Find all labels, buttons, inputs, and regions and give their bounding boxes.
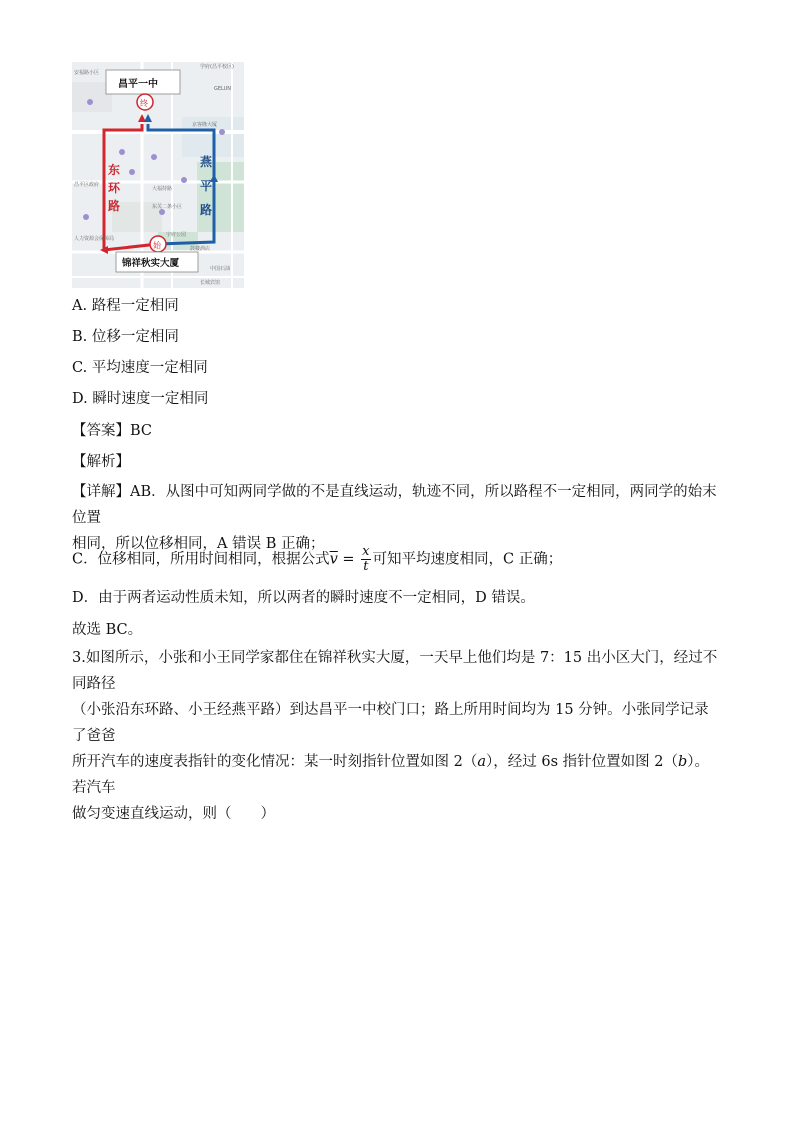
poi-label: 京客隆大厦 xyxy=(192,122,218,128)
formula-eq: = xyxy=(337,551,360,568)
option-a: A. 路程一定相同 xyxy=(72,298,179,314)
q3-line-3c: ）。若汽车 xyxy=(72,754,710,796)
q3-line-4: 做匀变速直线运动，则（ ） xyxy=(72,806,275,822)
answer-tag: 【答案】 xyxy=(72,423,130,439)
poi-label: GELUN xyxy=(214,86,231,92)
option-d: D. 瞬时速度一定相同 xyxy=(72,391,209,407)
poi-label: 学府(昌平校区) xyxy=(200,64,234,70)
road-label-yan-1: 燕 xyxy=(200,155,213,169)
question-3 xyxy=(72,645,722,827)
q3-line-1: 3.如图所示，小张和小王同学家都住在锦祥秋实大厦，一天早上他们均是 7：15 出小区大门，经过不同路径 xyxy=(72,650,718,692)
q3-line-3b: ），经过 6s 指针位置如图 2（ xyxy=(486,754,678,770)
option-c: C. 平均速度一定相同 xyxy=(72,360,208,376)
poi-label: 中国石油 xyxy=(210,266,231,272)
option-b: B. 位移一定相同 xyxy=(72,329,179,345)
detail-d-text: D．由于两者运动性质未知，所以两者的瞬时速度不一定相同，D 错误。 xyxy=(72,590,535,606)
detail-ab-text: AB．从图中可知两同学做的不是直线运动，轨迹不同，所以路程不一定相同，两同学的始末位置 xyxy=(72,484,717,526)
detail-c-text-1: C．位移相同，所用时间相同，根据公式 xyxy=(72,551,330,568)
road-label-east-2: 环 xyxy=(108,181,121,195)
dest-label: 昌平一中 xyxy=(118,79,158,90)
poi-label: 安福路小区 xyxy=(74,70,100,76)
poi-label: 鼓楼酒店 xyxy=(190,246,211,252)
start-marker-label: 始 xyxy=(153,241,161,250)
detail-c-text-2: 可知平均速度相同，C 正确； xyxy=(372,551,563,568)
end-marker-label: 终 xyxy=(140,99,148,108)
detail-conclusion: 故选 BC。 xyxy=(72,622,143,638)
route-map-figure xyxy=(72,62,244,288)
formula-numerator: x xyxy=(362,544,370,559)
poi-label: 东关二条小区 xyxy=(152,204,183,210)
answer-value: BC xyxy=(130,423,153,439)
detail-paragraph-c xyxy=(72,545,722,574)
road-label-yan-3: 路 xyxy=(200,203,213,217)
start-label: 锦祥秋实大厦 xyxy=(122,258,180,269)
road-label-east-3: 路 xyxy=(108,199,121,213)
formula-fraction xyxy=(361,545,370,574)
answer-line xyxy=(72,421,152,441)
analysis-tag: 【解析】 xyxy=(72,454,130,470)
poi-label: 宇府公园 xyxy=(166,232,187,238)
poi-label: 长城宾馆 xyxy=(200,280,221,286)
detail-ab-text-2: 相同，所以位移相同，A 错误 B 正确； xyxy=(72,536,325,552)
poi-label: 人力资源会保障局 xyxy=(74,236,115,242)
q3-fig-a: a xyxy=(477,754,486,770)
road-label-yan-2: 平 xyxy=(200,179,213,193)
poi-label: 大福持路 xyxy=(152,186,173,192)
poi-label: 昌平区政府 xyxy=(74,182,100,188)
road-label-east-1: 东 xyxy=(108,163,121,177)
q3-fig-b: b xyxy=(677,754,688,770)
route-map-svg xyxy=(72,62,244,288)
formula-denominator: t xyxy=(363,559,369,574)
q3-line-2: （小张沿东环路、小王经燕平路）到达昌平一中校门口；路上所用时间均为 15 分钟。小张同学记录了爸爸 xyxy=(72,702,709,744)
q3-line-3a: 所开汽车的速度表指针的变化情况：某一时刻指针位置如图 2（ xyxy=(72,754,478,770)
formula-v: $\overline{v}$ xyxy=(329,551,338,568)
detail-tag: 【详解】 xyxy=(72,484,130,500)
